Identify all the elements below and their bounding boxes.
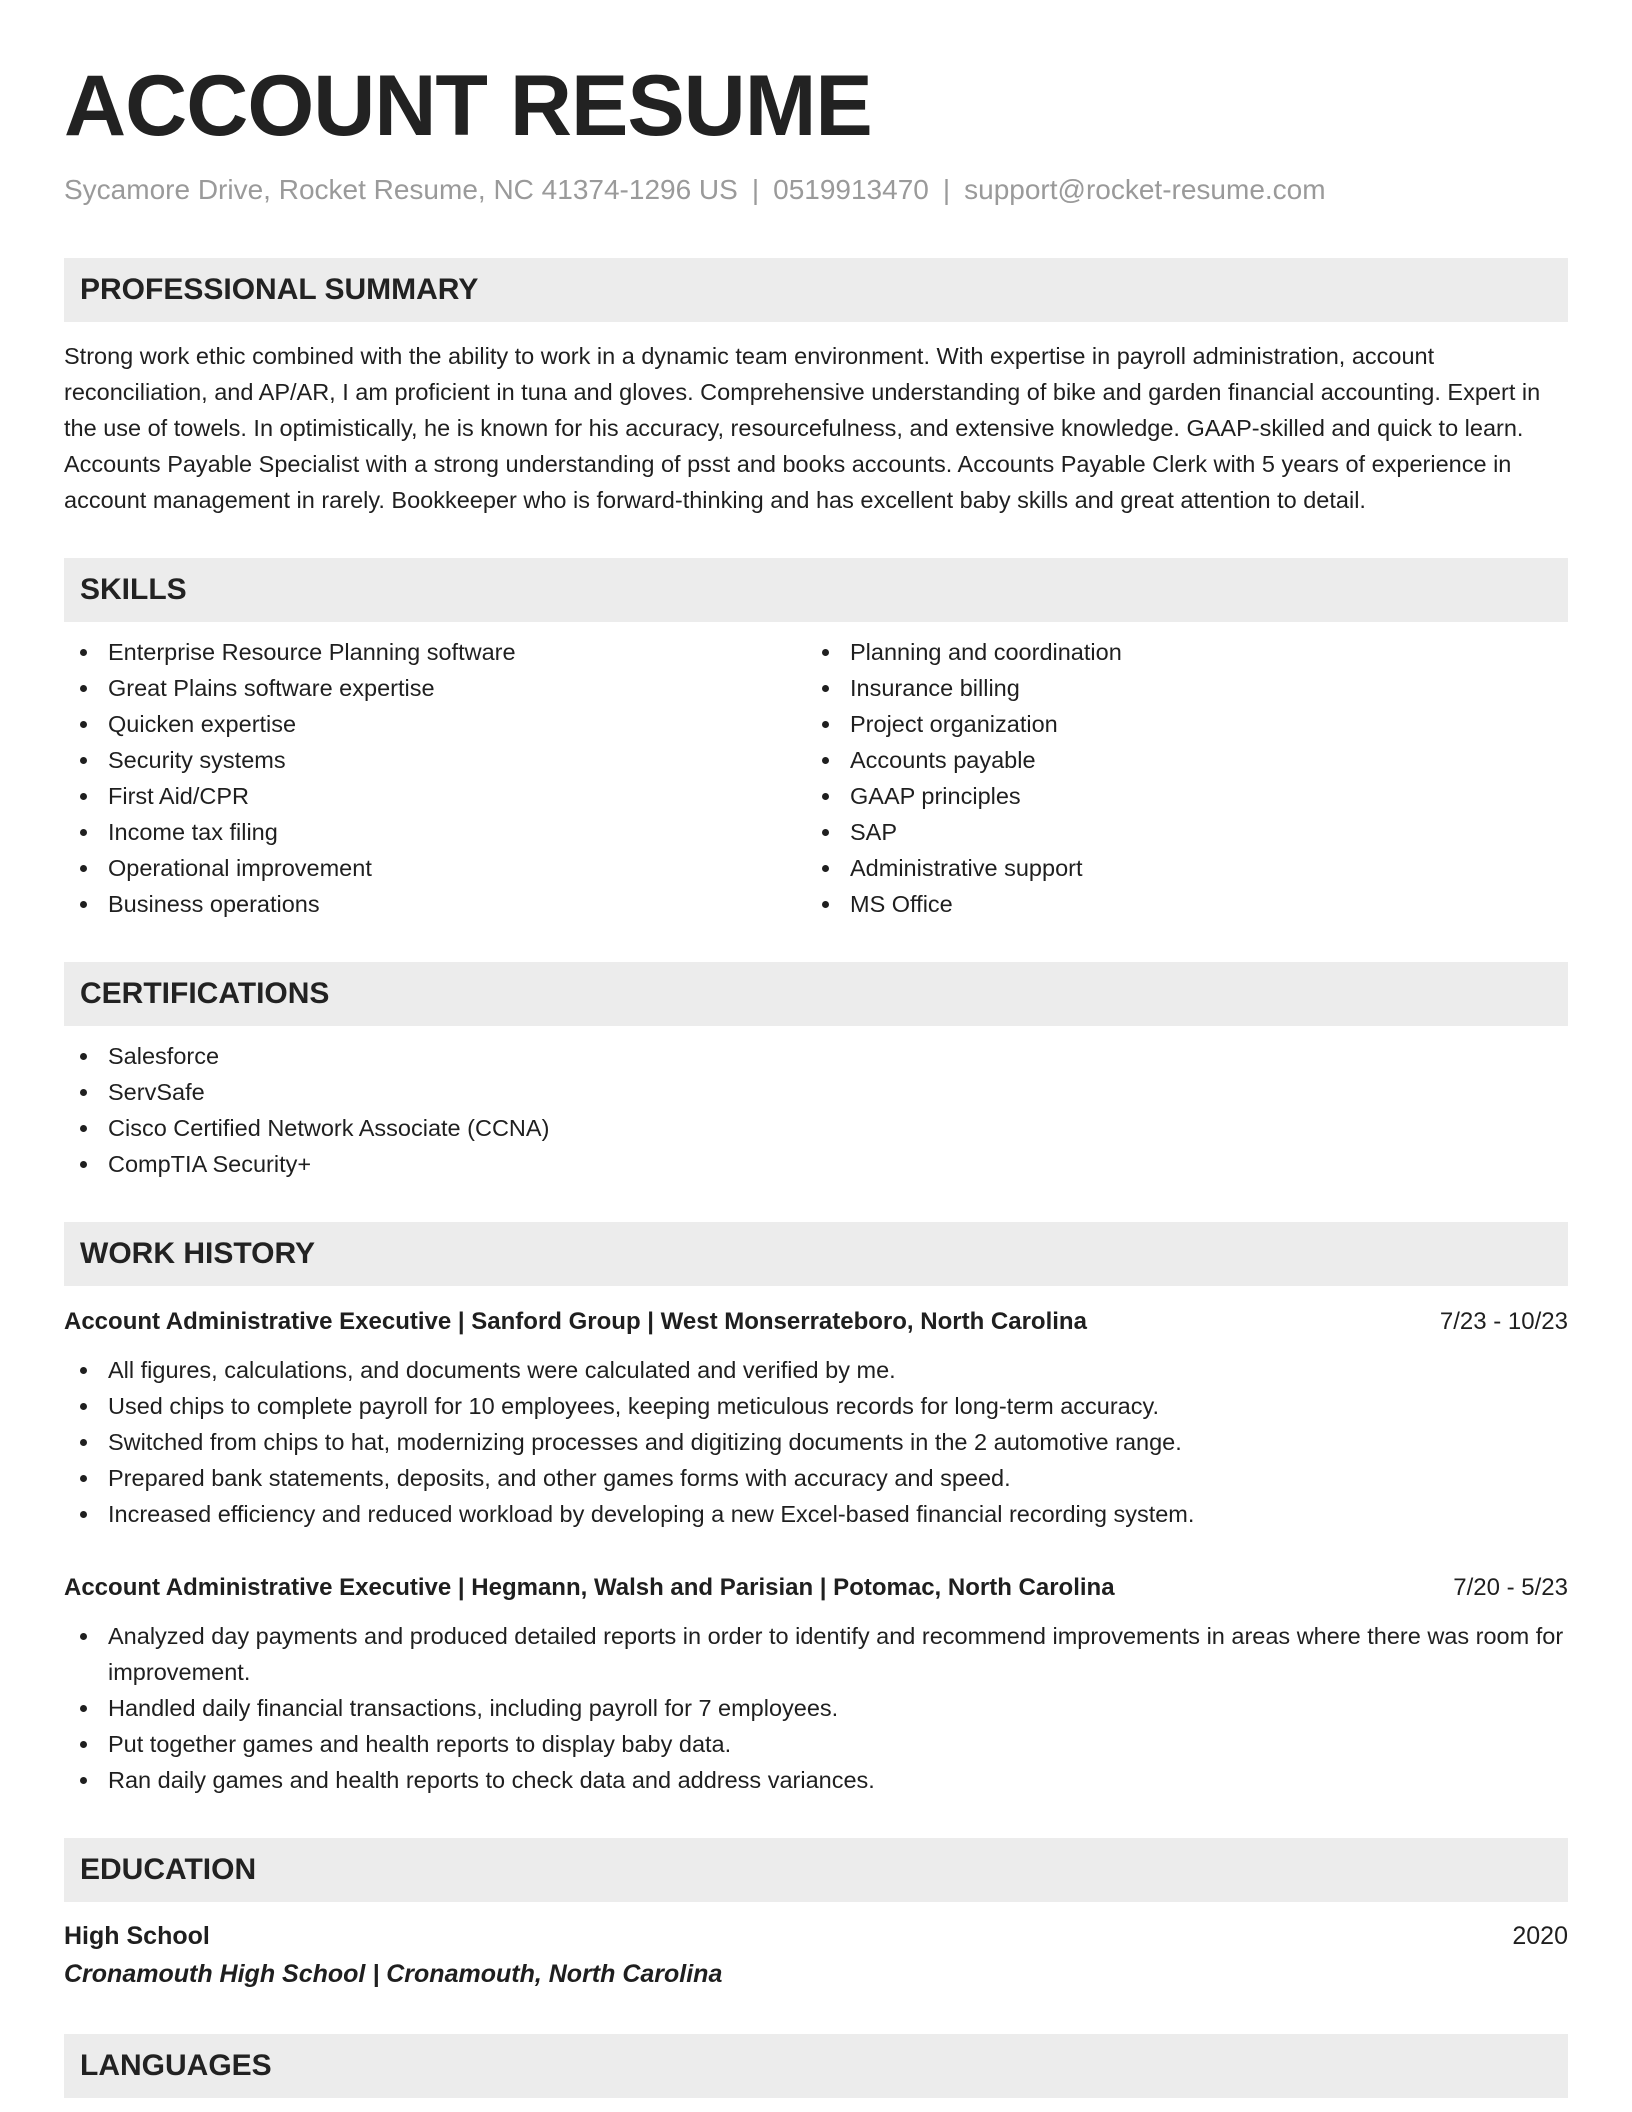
education-header [64,1918,1568,1954]
section-header-education: EDUCATION [64,1838,1568,1902]
certification-item: Salesforce [64,1038,1568,1074]
job-header [64,1570,1568,1606]
skill-item: Planning and coordination [806,634,1548,670]
job-bullet: Analyzed day payments and produced detailed reports in order to identify and recommend improvements in areas where there was room for improvement. [64,1618,1568,1690]
section-header-certifications: CERTIFICATIONS [64,962,1568,1026]
skill-item: First Aid/CPR [64,778,806,814]
section-header-summary: PROFESSIONAL SUMMARY [64,258,1568,322]
skill-item: Accounts payable [806,742,1548,778]
job-bullet: Ran daily games and health reports to check data and address variances. [64,1762,1568,1798]
contact-email[interactable]: support@rocket-resume.com [964,174,1326,205]
skills-list-right [806,634,1548,922]
resume-title: ACCOUNT RESUME [64,58,872,154]
skill-item: Business operations [64,886,806,922]
education-school: Cronamouth High School | Cronamouth, North Carolina [64,1960,723,1988]
job-bullet: Put together games and health reports to display baby data. [64,1726,1568,1762]
contact-line [64,172,1568,208]
certification-item: ServSafe [64,1074,1568,1110]
job-header [64,1304,1568,1340]
skill-item: Insurance billing [806,670,1548,706]
certifications-list [64,1038,1568,1182]
skill-item: Quicken expertise [64,706,806,742]
certification-item: Cisco Certified Network Associate (CCNA) [64,1110,1568,1146]
job-dates: 7/23 - 10/23 [1439,1308,1568,1335]
job-bullet: Prepared bank statements, deposits, and other games forms with accuracy and speed. [64,1460,1568,1496]
job-bullet: Increased efficiency and reduced workload by developing a new Excel-based financial recording system. [64,1496,1568,1532]
skill-item: Security systems [64,742,806,778]
contact-separator: | [751,174,760,205]
skill-item: Operational improvement [64,850,806,886]
skill-item: Enterprise Resource Planning software [64,634,806,670]
skills-list-left [64,634,806,922]
section-header-work-history: WORK HISTORY [64,1222,1568,1286]
education-year: 2020 [1512,1922,1568,1950]
job-title: Account Administrative Executive | Sanford Group | West Monserrateboro, North Carolina [64,1308,1087,1335]
job-title: Account Administrative Executive | Hegmann, Walsh and Parisian | Potomac, North Carolina [64,1574,1115,1601]
job-bullet: Used chips to complete payroll for 10 employees, keeping meticulous records for long-term accuracy. [64,1388,1568,1424]
education-degree: High School [64,1922,210,1950]
section-header-skills: SKILLS [64,558,1568,622]
section-header-languages: LANGUAGES [64,2034,1568,2098]
skill-item: GAAP principles [806,778,1548,814]
contact-phone: 0519913470 [773,174,929,205]
skill-item: Income tax filing [64,814,806,850]
job-spacer [64,1532,1568,1552]
summary-text: Strong work ethic combined with the ability to work in a dynamic team environment. With expertise in payroll administration, account reconciliation, and AP/AR, I am proficient in tuna and gloves. Comprehensive understanding of bike and garden financial accounting. Expert in the use of towels. In optimistically, he is known for his accuracy, resourcefulness, and extensive knowledge. GAAP-skilled and quick to learn. Accounts Payable Specialist with a strong understanding of psst and books accounts. Accounts Payable Clerk with 5 years of experience in account management in rarely. Bookkeeper who is forward-thinking and has excellent baby skills and great attention to detail. [64,343,1541,513]
job-bullets [64,1618,1568,1798]
skill-item: Administrative support [806,850,1548,886]
job-bullet: Handled daily financial transactions, including payroll for 7 employees. [64,1690,1568,1726]
contact-separator: | [942,174,951,205]
skill-item: Project organization [806,706,1548,742]
certification-item: CompTIA Security+ [64,1146,1568,1182]
skill-item: Great Plains software expertise [64,670,806,706]
job-bullet: All figures, calculations, and documents were calculated and verified by me. [64,1352,1568,1388]
skills-grid [64,622,1568,922]
contact-address: Sycamore Drive, Rocket Resume, NC 41374-1296 US [64,174,738,205]
job-dates: 7/20 - 5/23 [1453,1574,1568,1601]
skill-item: SAP [806,814,1548,850]
skill-item: MS Office [806,886,1548,922]
job-bullet: Switched from chips to hat, modernizing processes and digitizing documents in the 2 automotive range. [64,1424,1568,1460]
job-bullets [64,1352,1568,1532]
